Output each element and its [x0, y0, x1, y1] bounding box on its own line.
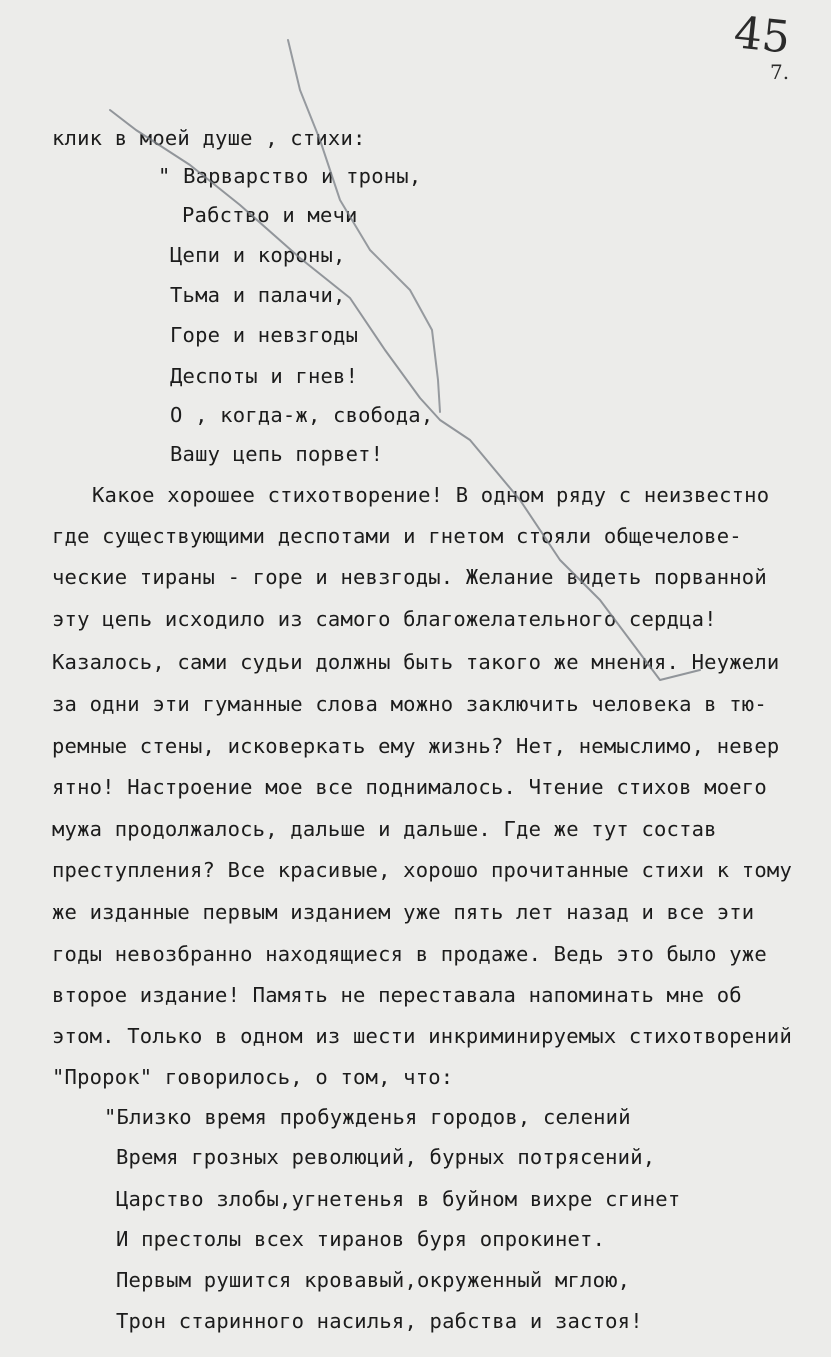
poem-line: Цепи и короны,	[170, 243, 346, 267]
folio-number: 45	[731, 7, 793, 64]
text-line: второе издание! Память не переставала напоминать мне об	[52, 983, 742, 1007]
poem-line: Рабство и мечи	[182, 203, 358, 227]
poem-line: Горе и невзгоды	[170, 323, 359, 347]
poem-line: Первым рушится кровавый,окруженный мглою,	[116, 1268, 631, 1292]
poem-line: Трон старинного насилья, рабства и застоя!	[116, 1309, 643, 1333]
poem-line: Деспоты и гнев!	[170, 364, 359, 388]
text-line: где существующими деспотами и гнетом стояли общечелове-	[52, 524, 742, 548]
text-line: годы невозбранно находящиеся в продаже. Ведь это было уже	[52, 942, 767, 966]
text-line: мужа продолжалось, дальше и дальше. Где же тут состав	[52, 817, 717, 841]
poem-line: О , когда-ж, свобода,	[170, 403, 434, 427]
text-line: ятно! Настроение мое все поднималось. Чтение стихов моего	[52, 775, 767, 799]
poem-line: Вашу цепь порвет!	[170, 442, 384, 466]
text-line: этом. Только в одном из шести инкриминируемых стихотворений	[52, 1024, 792, 1048]
text-line: же изданные первым изданием уже пять лет назад и все эти	[52, 900, 755, 924]
text-line: Казалось, сами судьи должны быть такого же мнения. Неужели	[52, 650, 780, 674]
text-line: преступления? Все красивые, хорошо прочитанные стихи к тому	[52, 858, 792, 882]
text-line: Какое хорошее стихотворение! В одном ряду с неизвестно	[92, 483, 770, 507]
text-line: ческие тираны - горе и невзгоды. Желание видеть порванной	[52, 565, 767, 589]
text-line: эту цепь исходило из самого благожелательного сердца!	[52, 607, 717, 631]
poem-line: И престолы всех тиранов буря опрокинет.	[116, 1227, 606, 1251]
poem-line: Тьма и палачи,	[170, 283, 346, 307]
text-line: клик в моей душе , стихи:	[52, 126, 366, 150]
text-line: "Пророк" говорилось, о том, что:	[52, 1065, 454, 1089]
poem-line: " Варварство и троны,	[158, 164, 422, 188]
text-line: за одни эти гуманные слова можно заключить человека в тю-	[52, 692, 767, 716]
poem-line: Время грозных революций, бурных потрясений,	[116, 1145, 656, 1169]
text-line: ремные стены, исковеркать ему жизнь? Нет, немыслимо, невер	[52, 734, 780, 758]
folio-subnumber: 7.	[770, 60, 790, 84]
poem-line: "Близко время пробужденья городов, селений	[104, 1105, 631, 1129]
poem-line: Царство злобы,угнетенья в буйном вихре сгинет	[116, 1187, 681, 1211]
